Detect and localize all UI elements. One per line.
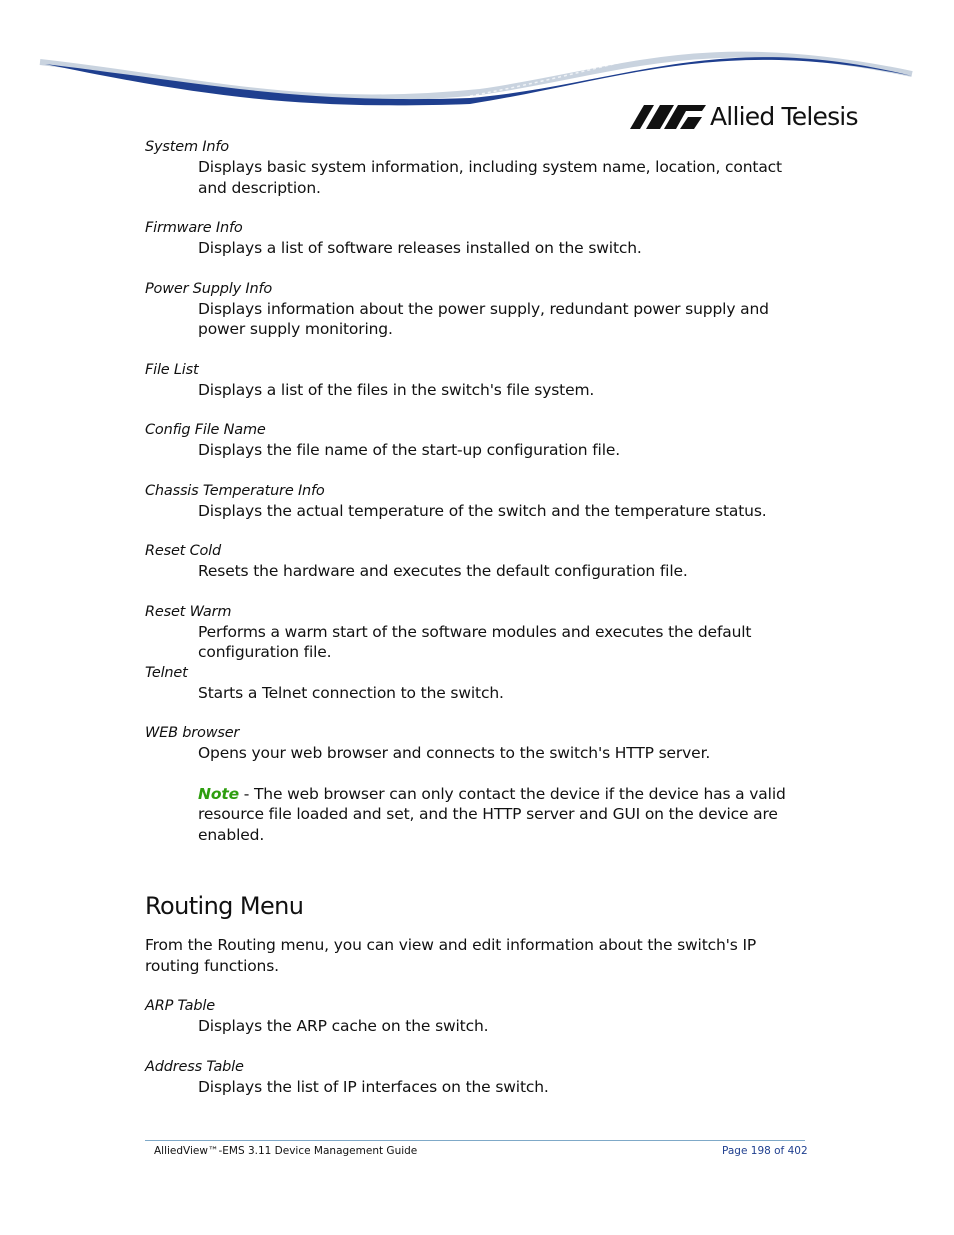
allied-telesis-logo (630, 100, 870, 134)
description: Opens your web browser and connects to the switch's HTTP server. (198, 744, 711, 762)
definition-chassis-temperature-info (145, 481, 805, 522)
term: ARP Table (145, 998, 215, 1014)
term: Address Table (145, 1058, 244, 1075)
definition-config-file-name (145, 420, 805, 461)
description: Displays a list of the files in the switch's file system. (198, 380, 595, 399)
term: Config File Name (145, 422, 266, 438)
note-paragraph (198, 784, 805, 846)
section-intro: From the Routing menu, you can view and edit information about the switch's IP routing functions. (145, 936, 757, 975)
description: Displays information about the power supply, redundant power supply and power supply monitoring. (198, 299, 769, 338)
definition-firmware-info (145, 218, 805, 259)
note-text: - The web browser can only contact the device if the device has a valid resource file loaded and set, and the HTTP server and GUI on the device are enabled. (198, 784, 786, 844)
allied-telesis-mark-icon (630, 105, 706, 129)
definition-file-list (145, 360, 805, 401)
footer-divider (145, 1140, 805, 1141)
description: Starts a Telnet connection to the switch. (198, 683, 504, 702)
description: Displays the ARP cache on the switch. (198, 1017, 489, 1035)
definition-power-supply-info (145, 279, 805, 340)
definition-web-browser (145, 723, 805, 764)
header-swoosh (0, 0, 954, 115)
term: System Info (145, 139, 229, 155)
definition-arp-table (145, 996, 805, 1037)
term: Power Supply Info (145, 280, 273, 297)
term: Firmware Info (145, 220, 243, 236)
footer-guide-title: AlliedView™-EMS 3.11 Device Management Guide (154, 1145, 418, 1157)
description: Displays a list of software releases installed on the switch. (198, 239, 642, 257)
description: Displays basic system information, including system name, location, contact and description. (198, 158, 782, 197)
definition-telnet (145, 663, 805, 704)
description: Performs a warm start of the software modules and executes the default configuration file. (198, 622, 752, 661)
definition-reset-warm (145, 602, 805, 663)
term: WEB browser (145, 725, 240, 741)
term: File List (145, 361, 199, 378)
definition-address-table (145, 1057, 805, 1098)
term: Reset Cold (145, 543, 221, 559)
term: Reset Warm (145, 603, 232, 620)
footer-page-number: Page 198 of 402 (722, 1145, 808, 1157)
section-title: Routing Menu (145, 892, 304, 920)
description: Displays the actual temperature of the switch and the temperature status. (198, 501, 767, 520)
definition-reset-cold (145, 541, 805, 582)
note-label: Note (198, 784, 239, 803)
description: Displays the list of IP interfaces on the switch. (198, 1077, 549, 1096)
term: Telnet (145, 664, 188, 681)
brand-name: Allied Telesis (710, 102, 858, 131)
description: Resets the hardware and executes the default configuration file. (198, 562, 688, 580)
description: Displays the file name of the start-up configuration file. (198, 441, 621, 459)
page-content (145, 137, 805, 1097)
term: Chassis Temperature Info (145, 482, 325, 499)
definition-system-info (145, 137, 805, 198)
